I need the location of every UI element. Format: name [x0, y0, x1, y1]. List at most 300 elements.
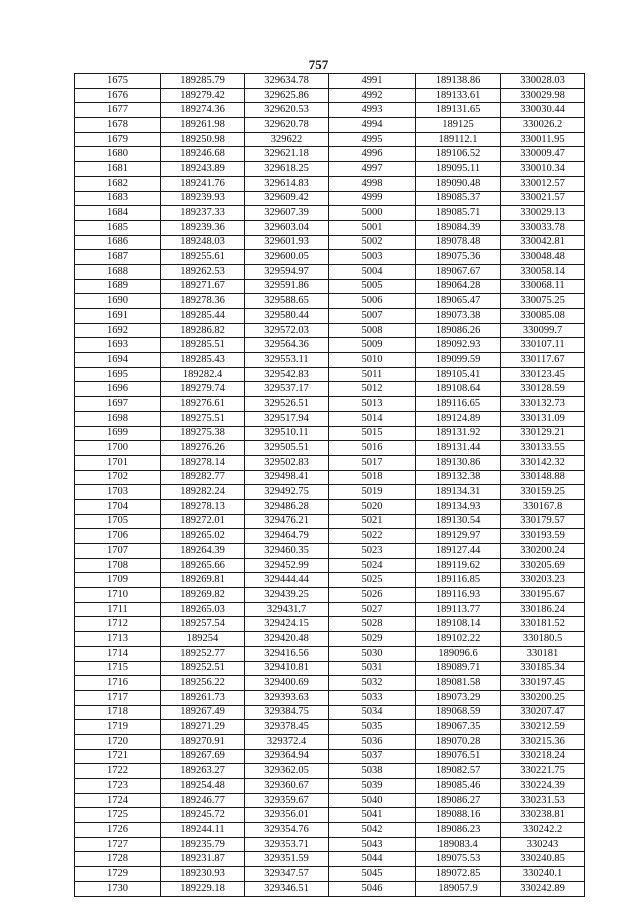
point-number-cell: 1710 [75, 588, 161, 603]
point-number-cell: 1680 [75, 147, 161, 162]
x-coordinate-2-cell: 189076.51 [416, 749, 501, 764]
x-coordinate-cell: 189239.93 [161, 191, 245, 206]
y-coordinate-cell: 329622 [245, 132, 329, 147]
y-coordinate-2-cell: 330048.48 [501, 250, 585, 265]
x-coordinate-cell: 189286.82 [161, 323, 245, 338]
point-number-cell: 1683 [75, 191, 161, 206]
x-coordinate-cell: 189230.93 [161, 867, 245, 882]
x-coordinate-cell: 189250.98 [161, 132, 245, 147]
x-coordinate-cell: 189282.24 [161, 485, 245, 500]
y-coordinate-cell: 329372.4 [245, 734, 329, 749]
y-coordinate-cell: 329354.76 [245, 823, 329, 838]
point-number-cell: 1688 [75, 264, 161, 279]
point-number-cell: 1701 [75, 455, 161, 470]
point-number-cell: 1692 [75, 323, 161, 338]
y-coordinate-cell: 329634.78 [245, 74, 329, 89]
y-coordinate-2-cell: 330148.88 [501, 470, 585, 485]
x-coordinate-2-cell: 189108.14 [416, 617, 501, 632]
x-coordinate-cell: 189279.42 [161, 88, 245, 103]
point-number-cell: 1729 [75, 867, 161, 882]
point-number-cell: 1676 [75, 88, 161, 103]
y-coordinate-2-cell: 330231.53 [501, 793, 585, 808]
y-coordinate-cell: 329452.99 [245, 558, 329, 573]
x-coordinate-2-cell: 189116.93 [416, 588, 501, 603]
point-number-cell: 1719 [75, 720, 161, 735]
x-coordinate-cell: 189285.43 [161, 353, 245, 368]
table-row [75, 852, 585, 867]
y-coordinate-2-cell: 330200.25 [501, 690, 585, 705]
x-coordinate-2-cell: 189116.65 [416, 397, 501, 412]
y-coordinate-2-cell: 330029.13 [501, 206, 585, 221]
x-coordinate-cell: 189272.01 [161, 514, 245, 529]
point-number-cell: 1728 [75, 852, 161, 867]
x-coordinate-cell: 189261.73 [161, 690, 245, 705]
x-coordinate-2-cell: 189116.85 [416, 573, 501, 588]
x-coordinate-cell: 189241.76 [161, 176, 245, 191]
x-coordinate-2-cell: 189073.29 [416, 690, 501, 705]
point-number-2-cell: 5043 [329, 837, 416, 852]
y-coordinate-2-cell: 330085.08 [501, 309, 585, 324]
x-coordinate-cell: 189248.03 [161, 235, 245, 250]
table-row [75, 455, 585, 470]
x-coordinate-cell: 189245.72 [161, 808, 245, 823]
table-row [75, 676, 585, 691]
y-coordinate-2-cell: 330132.73 [501, 397, 585, 412]
x-coordinate-cell: 189276.61 [161, 397, 245, 412]
table-row [75, 176, 585, 191]
point-number-cell: 1686 [75, 235, 161, 250]
point-number-2-cell: 5042 [329, 823, 416, 838]
point-number-cell: 1717 [75, 690, 161, 705]
point-number-2-cell: 5046 [329, 881, 416, 896]
x-coordinate-2-cell: 189084.39 [416, 220, 501, 235]
x-coordinate-2-cell: 189130.86 [416, 455, 501, 470]
point-number-cell: 1714 [75, 646, 161, 661]
point-number-2-cell: 5045 [329, 867, 416, 882]
table-row [75, 294, 585, 309]
table-row [75, 220, 585, 235]
point-number-cell: 1678 [75, 118, 161, 133]
table-row [75, 470, 585, 485]
y-coordinate-cell: 329410.81 [245, 661, 329, 676]
x-coordinate-cell: 189265.66 [161, 558, 245, 573]
point-number-cell: 1702 [75, 470, 161, 485]
point-number-cell: 1677 [75, 103, 161, 118]
x-coordinate-cell: 189264.39 [161, 544, 245, 559]
table-row [75, 485, 585, 500]
y-coordinate-2-cell: 330123.45 [501, 367, 585, 382]
x-coordinate-cell: 189235.79 [161, 837, 245, 852]
y-coordinate-cell: 329351.59 [245, 852, 329, 867]
table-row [75, 690, 585, 705]
point-number-2-cell: 5020 [329, 499, 416, 514]
point-number-2-cell: 5001 [329, 220, 416, 235]
table-row [75, 191, 585, 206]
point-number-cell: 1709 [75, 573, 161, 588]
y-coordinate-2-cell: 330021.57 [501, 191, 585, 206]
point-number-cell: 1707 [75, 544, 161, 559]
x-coordinate-cell: 189244.11 [161, 823, 245, 838]
table-row [75, 426, 585, 441]
page-number: 757 [308, 57, 329, 72]
x-coordinate-2-cell: 189095.11 [416, 162, 501, 177]
table-row [75, 808, 585, 823]
point-number-2-cell: 5017 [329, 455, 416, 470]
y-coordinate-2-cell: 330131.09 [501, 411, 585, 426]
point-number-cell: 1711 [75, 602, 161, 617]
x-coordinate-2-cell: 189125 [416, 118, 501, 133]
x-coordinate-cell: 189252.77 [161, 646, 245, 661]
point-number-2-cell: 5014 [329, 411, 416, 426]
x-coordinate-2-cell: 189129.97 [416, 529, 501, 544]
y-coordinate-cell: 329431.7 [245, 602, 329, 617]
point-number-2-cell: 5031 [329, 661, 416, 676]
y-coordinate-2-cell: 330179.57 [501, 514, 585, 529]
point-number-cell: 1694 [75, 353, 161, 368]
y-coordinate-2-cell: 330243 [501, 837, 585, 852]
table-row [75, 353, 585, 368]
x-coordinate-cell: 189252.51 [161, 661, 245, 676]
point-number-cell: 1685 [75, 220, 161, 235]
point-number-2-cell: 5010 [329, 353, 416, 368]
point-number-2-cell: 5022 [329, 529, 416, 544]
x-coordinate-2-cell: 189112.1 [416, 132, 501, 147]
table-row [75, 588, 585, 603]
x-coordinate-2-cell: 189102.22 [416, 632, 501, 647]
table-row [75, 441, 585, 456]
point-number-cell: 1697 [75, 397, 161, 412]
y-coordinate-cell: 329620.53 [245, 103, 329, 118]
y-coordinate-2-cell: 330181.52 [501, 617, 585, 632]
y-coordinate-cell: 329591.86 [245, 279, 329, 294]
point-number-2-cell: 5029 [329, 632, 416, 647]
point-number-cell: 1726 [75, 823, 161, 838]
x-coordinate-cell: 189263.27 [161, 764, 245, 779]
table-row [75, 529, 585, 544]
point-number-cell: 1704 [75, 499, 161, 514]
point-number-2-cell: 5008 [329, 323, 416, 338]
point-number-2-cell: 5038 [329, 764, 416, 779]
x-coordinate-2-cell: 189070.28 [416, 734, 501, 749]
x-coordinate-cell: 189282.77 [161, 470, 245, 485]
x-coordinate-2-cell: 189133.61 [416, 88, 501, 103]
x-coordinate-2-cell: 189068.59 [416, 705, 501, 720]
point-number-cell: 1689 [75, 279, 161, 294]
y-coordinate-cell: 329356.01 [245, 808, 329, 823]
x-coordinate-cell: 189271.29 [161, 720, 245, 735]
point-number-2-cell: 5044 [329, 852, 416, 867]
x-coordinate-cell: 189265.02 [161, 529, 245, 544]
y-coordinate-2-cell: 330180.5 [501, 632, 585, 647]
x-coordinate-2-cell: 189065.47 [416, 294, 501, 309]
y-coordinate-cell: 329510.11 [245, 426, 329, 441]
point-number-cell: 1716 [75, 676, 161, 691]
x-coordinate-2-cell: 189130.54 [416, 514, 501, 529]
x-coordinate-2-cell: 189083.4 [416, 837, 501, 852]
point-number-2-cell: 4991 [329, 74, 416, 89]
y-coordinate-cell: 329378.45 [245, 720, 329, 735]
x-coordinate-cell: 189278.13 [161, 499, 245, 514]
y-coordinate-cell: 329600.05 [245, 250, 329, 265]
point-number-2-cell: 5019 [329, 485, 416, 500]
point-number-cell: 1727 [75, 837, 161, 852]
x-coordinate-2-cell: 189085.46 [416, 779, 501, 794]
table-row [75, 250, 585, 265]
x-coordinate-2-cell: 189113.77 [416, 602, 501, 617]
point-number-2-cell: 5018 [329, 470, 416, 485]
table-row [75, 118, 585, 133]
x-coordinate-2-cell: 189057.9 [416, 881, 501, 896]
point-number-2-cell: 5040 [329, 793, 416, 808]
point-number-cell: 1715 [75, 661, 161, 676]
y-coordinate-cell: 329362.05 [245, 764, 329, 779]
x-coordinate-cell: 189237.33 [161, 206, 245, 221]
table-row [75, 881, 585, 896]
x-coordinate-cell: 189275.51 [161, 411, 245, 426]
table-row [75, 602, 585, 617]
point-number-2-cell: 5013 [329, 397, 416, 412]
y-coordinate-2-cell: 330203.23 [501, 573, 585, 588]
y-coordinate-2-cell: 330117.67 [501, 353, 585, 368]
y-coordinate-cell: 329614.83 [245, 176, 329, 191]
point-number-2-cell: 5016 [329, 441, 416, 456]
point-number-cell: 1681 [75, 162, 161, 177]
y-coordinate-2-cell: 330009.47 [501, 147, 585, 162]
x-coordinate-2-cell: 189099.59 [416, 353, 501, 368]
y-coordinate-2-cell: 330212.59 [501, 720, 585, 735]
y-coordinate-cell: 329444.44 [245, 573, 329, 588]
point-number-2-cell: 4998 [329, 176, 416, 191]
y-coordinate-2-cell: 330197.45 [501, 676, 585, 691]
point-number-2-cell: 4997 [329, 162, 416, 177]
x-coordinate-2-cell: 189086.26 [416, 323, 501, 338]
point-number-2-cell: 5021 [329, 514, 416, 529]
x-coordinate-cell: 189271.67 [161, 279, 245, 294]
y-coordinate-cell: 329460.35 [245, 544, 329, 559]
point-number-2-cell: 5036 [329, 734, 416, 749]
y-coordinate-cell: 329393.63 [245, 690, 329, 705]
y-coordinate-cell: 329439.25 [245, 588, 329, 603]
point-number-2-cell: 4996 [329, 147, 416, 162]
y-coordinate-cell: 329564.36 [245, 338, 329, 353]
table-row [75, 367, 585, 382]
x-coordinate-2-cell: 189086.23 [416, 823, 501, 838]
x-coordinate-cell: 189246.68 [161, 147, 245, 162]
y-coordinate-cell: 329621.18 [245, 147, 329, 162]
point-number-cell: 1700 [75, 441, 161, 456]
y-coordinate-cell: 329537.17 [245, 382, 329, 397]
table-row [75, 264, 585, 279]
x-coordinate-cell: 189278.36 [161, 294, 245, 309]
y-coordinate-2-cell: 330224.39 [501, 779, 585, 794]
y-coordinate-2-cell: 330242.89 [501, 881, 585, 896]
table-row [75, 147, 585, 162]
x-coordinate-cell: 189269.82 [161, 588, 245, 603]
point-number-cell: 1699 [75, 426, 161, 441]
x-coordinate-2-cell: 189124.89 [416, 411, 501, 426]
point-number-2-cell: 5034 [329, 705, 416, 720]
y-coordinate-cell: 329420.48 [245, 632, 329, 647]
y-coordinate-2-cell: 330068.11 [501, 279, 585, 294]
x-coordinate-2-cell: 189106.52 [416, 147, 501, 162]
y-coordinate-2-cell: 330133.55 [501, 441, 585, 456]
y-coordinate-2-cell: 330029.98 [501, 88, 585, 103]
table-row [75, 544, 585, 559]
y-coordinate-2-cell: 330240.1 [501, 867, 585, 882]
y-coordinate-cell: 329572.03 [245, 323, 329, 338]
x-coordinate-cell: 189231.87 [161, 852, 245, 867]
x-coordinate-2-cell: 189067.67 [416, 264, 501, 279]
x-coordinate-cell: 189265.03 [161, 602, 245, 617]
point-number-2-cell: 5033 [329, 690, 416, 705]
x-coordinate-2-cell: 189138.86 [416, 74, 501, 89]
point-number-2-cell: 4992 [329, 88, 416, 103]
x-coordinate-cell: 189279.74 [161, 382, 245, 397]
y-coordinate-2-cell: 330240.85 [501, 852, 585, 867]
x-coordinate-2-cell: 189078.48 [416, 235, 501, 250]
x-coordinate-2-cell: 189064.28 [416, 279, 501, 294]
y-coordinate-2-cell: 330129.21 [501, 426, 585, 441]
y-coordinate-cell: 329588.65 [245, 294, 329, 309]
y-coordinate-2-cell: 330058.14 [501, 264, 585, 279]
table-row [75, 837, 585, 852]
point-number-cell: 1687 [75, 250, 161, 265]
table-row [75, 720, 585, 735]
y-coordinate-2-cell: 330159.25 [501, 485, 585, 500]
x-coordinate-2-cell: 189082.57 [416, 764, 501, 779]
x-coordinate-2-cell: 189086.27 [416, 793, 501, 808]
table-row [75, 632, 585, 647]
y-coordinate-cell: 329618.25 [245, 162, 329, 177]
y-coordinate-cell: 329505.51 [245, 441, 329, 456]
table-row [75, 338, 585, 353]
y-coordinate-2-cell: 330215.36 [501, 734, 585, 749]
y-coordinate-2-cell: 330142.32 [501, 455, 585, 470]
x-coordinate-2-cell: 189089.71 [416, 661, 501, 676]
y-coordinate-cell: 329347.57 [245, 867, 329, 882]
point-number-cell: 1721 [75, 749, 161, 764]
point-number-cell: 1713 [75, 632, 161, 647]
y-coordinate-2-cell: 330242.2 [501, 823, 585, 838]
point-number-cell: 1698 [75, 411, 161, 426]
y-coordinate-2-cell: 330218.24 [501, 749, 585, 764]
table-row [75, 309, 585, 324]
point-number-2-cell: 5037 [329, 749, 416, 764]
table-row [75, 514, 585, 529]
table-row [75, 235, 585, 250]
point-number-cell: 1705 [75, 514, 161, 529]
table-row [75, 411, 585, 426]
table-row [75, 617, 585, 632]
x-coordinate-2-cell: 189092.93 [416, 338, 501, 353]
x-coordinate-2-cell: 189119.62 [416, 558, 501, 573]
y-coordinate-2-cell: 330030.44 [501, 103, 585, 118]
x-coordinate-cell: 189254 [161, 632, 245, 647]
x-coordinate-2-cell: 189072.85 [416, 867, 501, 882]
x-coordinate-cell: 189254.48 [161, 779, 245, 794]
x-coordinate-2-cell: 189131.44 [416, 441, 501, 456]
point-number-2-cell: 5015 [329, 426, 416, 441]
point-number-cell: 1718 [75, 705, 161, 720]
table-row [75, 162, 585, 177]
table-row [75, 823, 585, 838]
table-row [75, 764, 585, 779]
point-number-cell: 1695 [75, 367, 161, 382]
point-number-2-cell: 5026 [329, 588, 416, 603]
point-number-cell: 1679 [75, 132, 161, 147]
point-number-2-cell: 5006 [329, 294, 416, 309]
y-coordinate-cell: 329601.93 [245, 235, 329, 250]
y-coordinate-cell: 329364.94 [245, 749, 329, 764]
y-coordinate-cell: 329498.41 [245, 470, 329, 485]
point-number-cell: 1691 [75, 309, 161, 324]
y-coordinate-2-cell: 330186.24 [501, 602, 585, 617]
x-coordinate-2-cell: 189075.53 [416, 852, 501, 867]
x-coordinate-cell: 189278.14 [161, 455, 245, 470]
point-number-cell: 1675 [75, 74, 161, 89]
x-coordinate-cell: 189255.61 [161, 250, 245, 265]
table-row [75, 88, 585, 103]
y-coordinate-2-cell: 330033.78 [501, 220, 585, 235]
point-number-2-cell: 5028 [329, 617, 416, 632]
y-coordinate-2-cell: 330075.25 [501, 294, 585, 309]
point-number-2-cell: 5024 [329, 558, 416, 573]
y-coordinate-2-cell: 330026.2 [501, 118, 585, 133]
x-coordinate-2-cell: 189131.92 [416, 426, 501, 441]
point-number-2-cell: 5025 [329, 573, 416, 588]
y-coordinate-cell: 329580.44 [245, 309, 329, 324]
x-coordinate-2-cell: 189131.65 [416, 103, 501, 118]
point-number-cell: 1696 [75, 382, 161, 397]
y-coordinate-2-cell: 330200.24 [501, 544, 585, 559]
point-number-cell: 1723 [75, 779, 161, 794]
x-coordinate-2-cell: 189132.38 [416, 470, 501, 485]
coordinates-table-body [75, 74, 585, 897]
y-coordinate-2-cell: 330195.67 [501, 588, 585, 603]
y-coordinate-cell: 329502.83 [245, 455, 329, 470]
y-coordinate-2-cell: 330205.69 [501, 558, 585, 573]
y-coordinate-cell: 329384.75 [245, 705, 329, 720]
y-coordinate-cell: 329620.78 [245, 118, 329, 133]
point-number-cell: 1722 [75, 764, 161, 779]
point-number-2-cell: 4994 [329, 118, 416, 133]
table-row [75, 382, 585, 397]
y-coordinate-cell: 329609.42 [245, 191, 329, 206]
x-coordinate-cell: 189275.38 [161, 426, 245, 441]
y-coordinate-cell: 329346.51 [245, 881, 329, 896]
point-number-cell: 1706 [75, 529, 161, 544]
x-coordinate-cell: 189285.79 [161, 74, 245, 89]
y-coordinate-cell: 329353.71 [245, 837, 329, 852]
x-coordinate-cell: 189274.36 [161, 103, 245, 118]
y-coordinate-cell: 329625.86 [245, 88, 329, 103]
table-row [75, 558, 585, 573]
y-coordinate-cell: 329603.04 [245, 220, 329, 235]
point-number-2-cell: 5039 [329, 779, 416, 794]
y-coordinate-2-cell: 330207.47 [501, 705, 585, 720]
table-row [75, 779, 585, 794]
x-coordinate-cell: 189246.77 [161, 793, 245, 808]
point-number-cell: 1693 [75, 338, 161, 353]
y-coordinate-cell: 329476.21 [245, 514, 329, 529]
y-coordinate-cell: 329553.11 [245, 353, 329, 368]
x-coordinate-cell: 189270.91 [161, 734, 245, 749]
x-coordinate-cell: 189256.22 [161, 676, 245, 691]
point-number-2-cell: 5035 [329, 720, 416, 735]
x-coordinate-cell: 189267.49 [161, 705, 245, 720]
y-coordinate-cell: 329416.56 [245, 646, 329, 661]
x-coordinate-2-cell: 189105.41 [416, 367, 501, 382]
